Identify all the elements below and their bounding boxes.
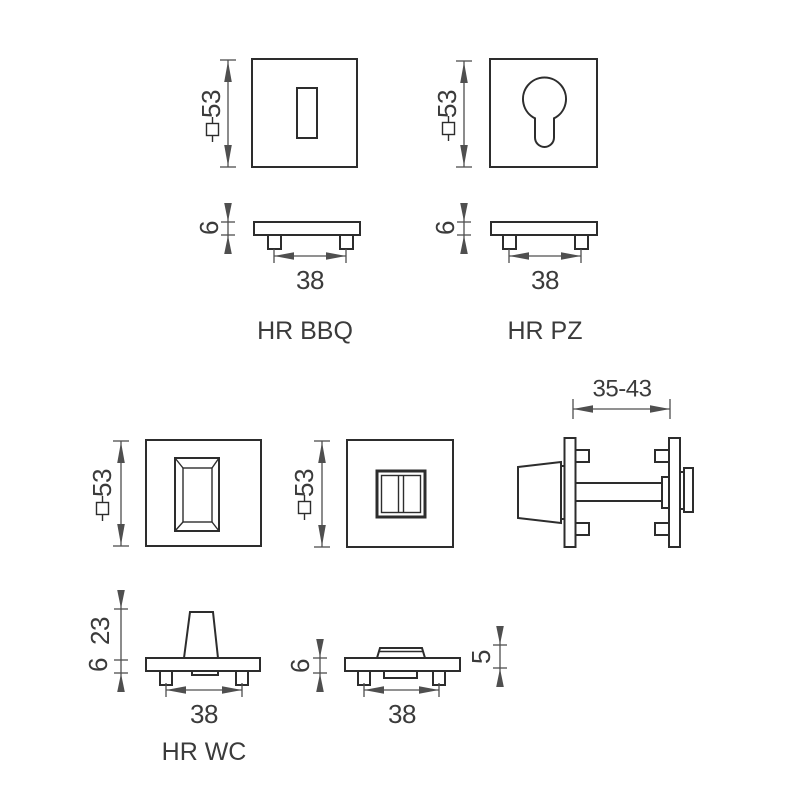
dim-text-6: 6	[194, 221, 224, 235]
wc-dim-square-53	[87, 441, 129, 546]
dim-door-range-35-43	[573, 376, 670, 420]
pz-dim-spacing-38	[509, 249, 581, 295]
dim-text-5: 5	[466, 650, 496, 664]
arrow-down-icon	[316, 639, 324, 658]
pz-dim-square-53	[432, 61, 472, 167]
square-section-icon	[299, 495, 311, 520]
pz-screw-peg	[575, 235, 588, 249]
right-rosette-plate	[669, 438, 680, 547]
spindle-hub	[662, 477, 669, 508]
wc-release-front-group	[289, 440, 453, 547]
turn-knob-side	[184, 612, 218, 658]
dim-text-38: 38	[190, 699, 218, 729]
wc-dim-stack-23-6	[83, 590, 128, 692]
screw-peg	[575, 450, 589, 462]
pz-side-plate	[491, 222, 597, 235]
dim-text-38: 38	[388, 699, 416, 729]
release-button-side	[377, 648, 425, 658]
bbq-dim-thickness-6	[194, 203, 235, 254]
square-section-icon	[443, 116, 455, 141]
screw-peg	[358, 671, 370, 685]
arrow-left-icon	[509, 252, 529, 260]
pz-side-view	[491, 222, 597, 249]
arrow-up-icon	[496, 669, 504, 688]
left-rosette-plate	[565, 438, 576, 547]
wc-turn-knob-front	[175, 458, 219, 531]
wc-dim-spacing-38	[166, 683, 242, 729]
arrow-down-icon	[460, 203, 468, 222]
dim-text-6: 6	[83, 658, 113, 672]
hr-wc-side-group	[83, 590, 260, 766]
square-section-icon	[97, 496, 109, 521]
dim-text-23: 23	[85, 617, 115, 645]
product-label-hr-pz: HR PZ	[507, 317, 583, 345]
release-dim-square-53	[289, 441, 330, 547]
spindle-bar	[575, 483, 663, 501]
arrow-up-icon	[224, 236, 232, 255]
hr-bbq-group	[194, 59, 360, 345]
wc-release-side-group	[285, 626, 507, 729]
arrow-up-icon	[316, 674, 324, 693]
dim-text-6: 6	[430, 221, 460, 235]
dim-text-53: 53	[289, 469, 319, 497]
product-label-hr-bbq: HR BBQ	[257, 317, 353, 345]
arrow-down-icon	[117, 524, 125, 545]
dim-text-35-43: 35-43	[592, 375, 652, 403]
screw-peg	[160, 671, 172, 685]
dim-text-38: 38	[296, 265, 324, 295]
arrow-up-icon	[460, 62, 468, 83]
product-label-hr-wc: HR WC	[161, 738, 247, 766]
arrow-left-icon	[573, 405, 593, 413]
bbq-dim-spacing-38	[274, 249, 346, 295]
arrow-up-icon	[117, 442, 125, 463]
square-section-icon	[207, 117, 219, 142]
arrow-right-icon	[222, 686, 242, 694]
pz-dim-thickness-6	[430, 203, 471, 254]
arrow-up-icon	[318, 442, 326, 463]
bbq-screw-peg	[268, 235, 281, 249]
arrow-up-icon	[460, 236, 468, 255]
bbq-screw-peg	[340, 235, 353, 249]
arrow-left-icon	[274, 252, 294, 260]
bbq-side-plate	[254, 222, 360, 235]
screw-peg	[655, 450, 669, 462]
release-button-front	[377, 471, 425, 517]
dim-text-53: 53	[87, 469, 117, 497]
arrow-left-icon	[166, 686, 186, 694]
turn-knob-side	[518, 462, 561, 523]
release-button-cap	[684, 468, 693, 512]
hr-wc-front-group	[87, 440, 261, 546]
arrow-up-icon	[224, 61, 232, 82]
dim-text-53: 53	[432, 90, 462, 118]
arrow-down-icon	[460, 145, 468, 166]
dim-text-6: 6	[285, 659, 315, 673]
arrow-right-icon	[561, 252, 581, 260]
arrow-down-icon	[224, 203, 232, 222]
release-dim-spacing-38	[364, 683, 439, 729]
arrow-down-icon	[318, 525, 326, 546]
bbq-side-view	[254, 222, 360, 249]
release-side-plate	[345, 658, 460, 671]
arrow-left-icon	[364, 686, 384, 694]
screw-peg	[236, 671, 248, 685]
screw-peg	[655, 523, 669, 535]
arrow-right-icon	[419, 686, 439, 694]
bbq-dim-square-53	[196, 60, 236, 167]
screw-peg	[575, 523, 589, 535]
dim-text-53: 53	[196, 90, 226, 118]
arrow-down-icon	[224, 145, 232, 166]
wc-side-plate	[146, 658, 260, 671]
bbq-keyhole-slot	[297, 88, 317, 138]
arrow-up-icon	[117, 674, 125, 693]
pz-screw-peg	[503, 235, 516, 249]
arrow-down-icon	[117, 590, 125, 609]
release-dim-button-5	[466, 626, 507, 687]
latch-tab	[384, 671, 417, 678]
arrow-right-icon	[326, 252, 346, 260]
hr-pz-group	[430, 59, 597, 345]
arrow-right-icon	[650, 405, 670, 413]
wc-assembly-side-group	[518, 376, 693, 548]
arrow-down-icon	[496, 626, 504, 645]
screw-peg	[433, 671, 445, 685]
dim-text-38: 38	[531, 265, 559, 295]
release-dim-thickness-6	[285, 639, 327, 692]
